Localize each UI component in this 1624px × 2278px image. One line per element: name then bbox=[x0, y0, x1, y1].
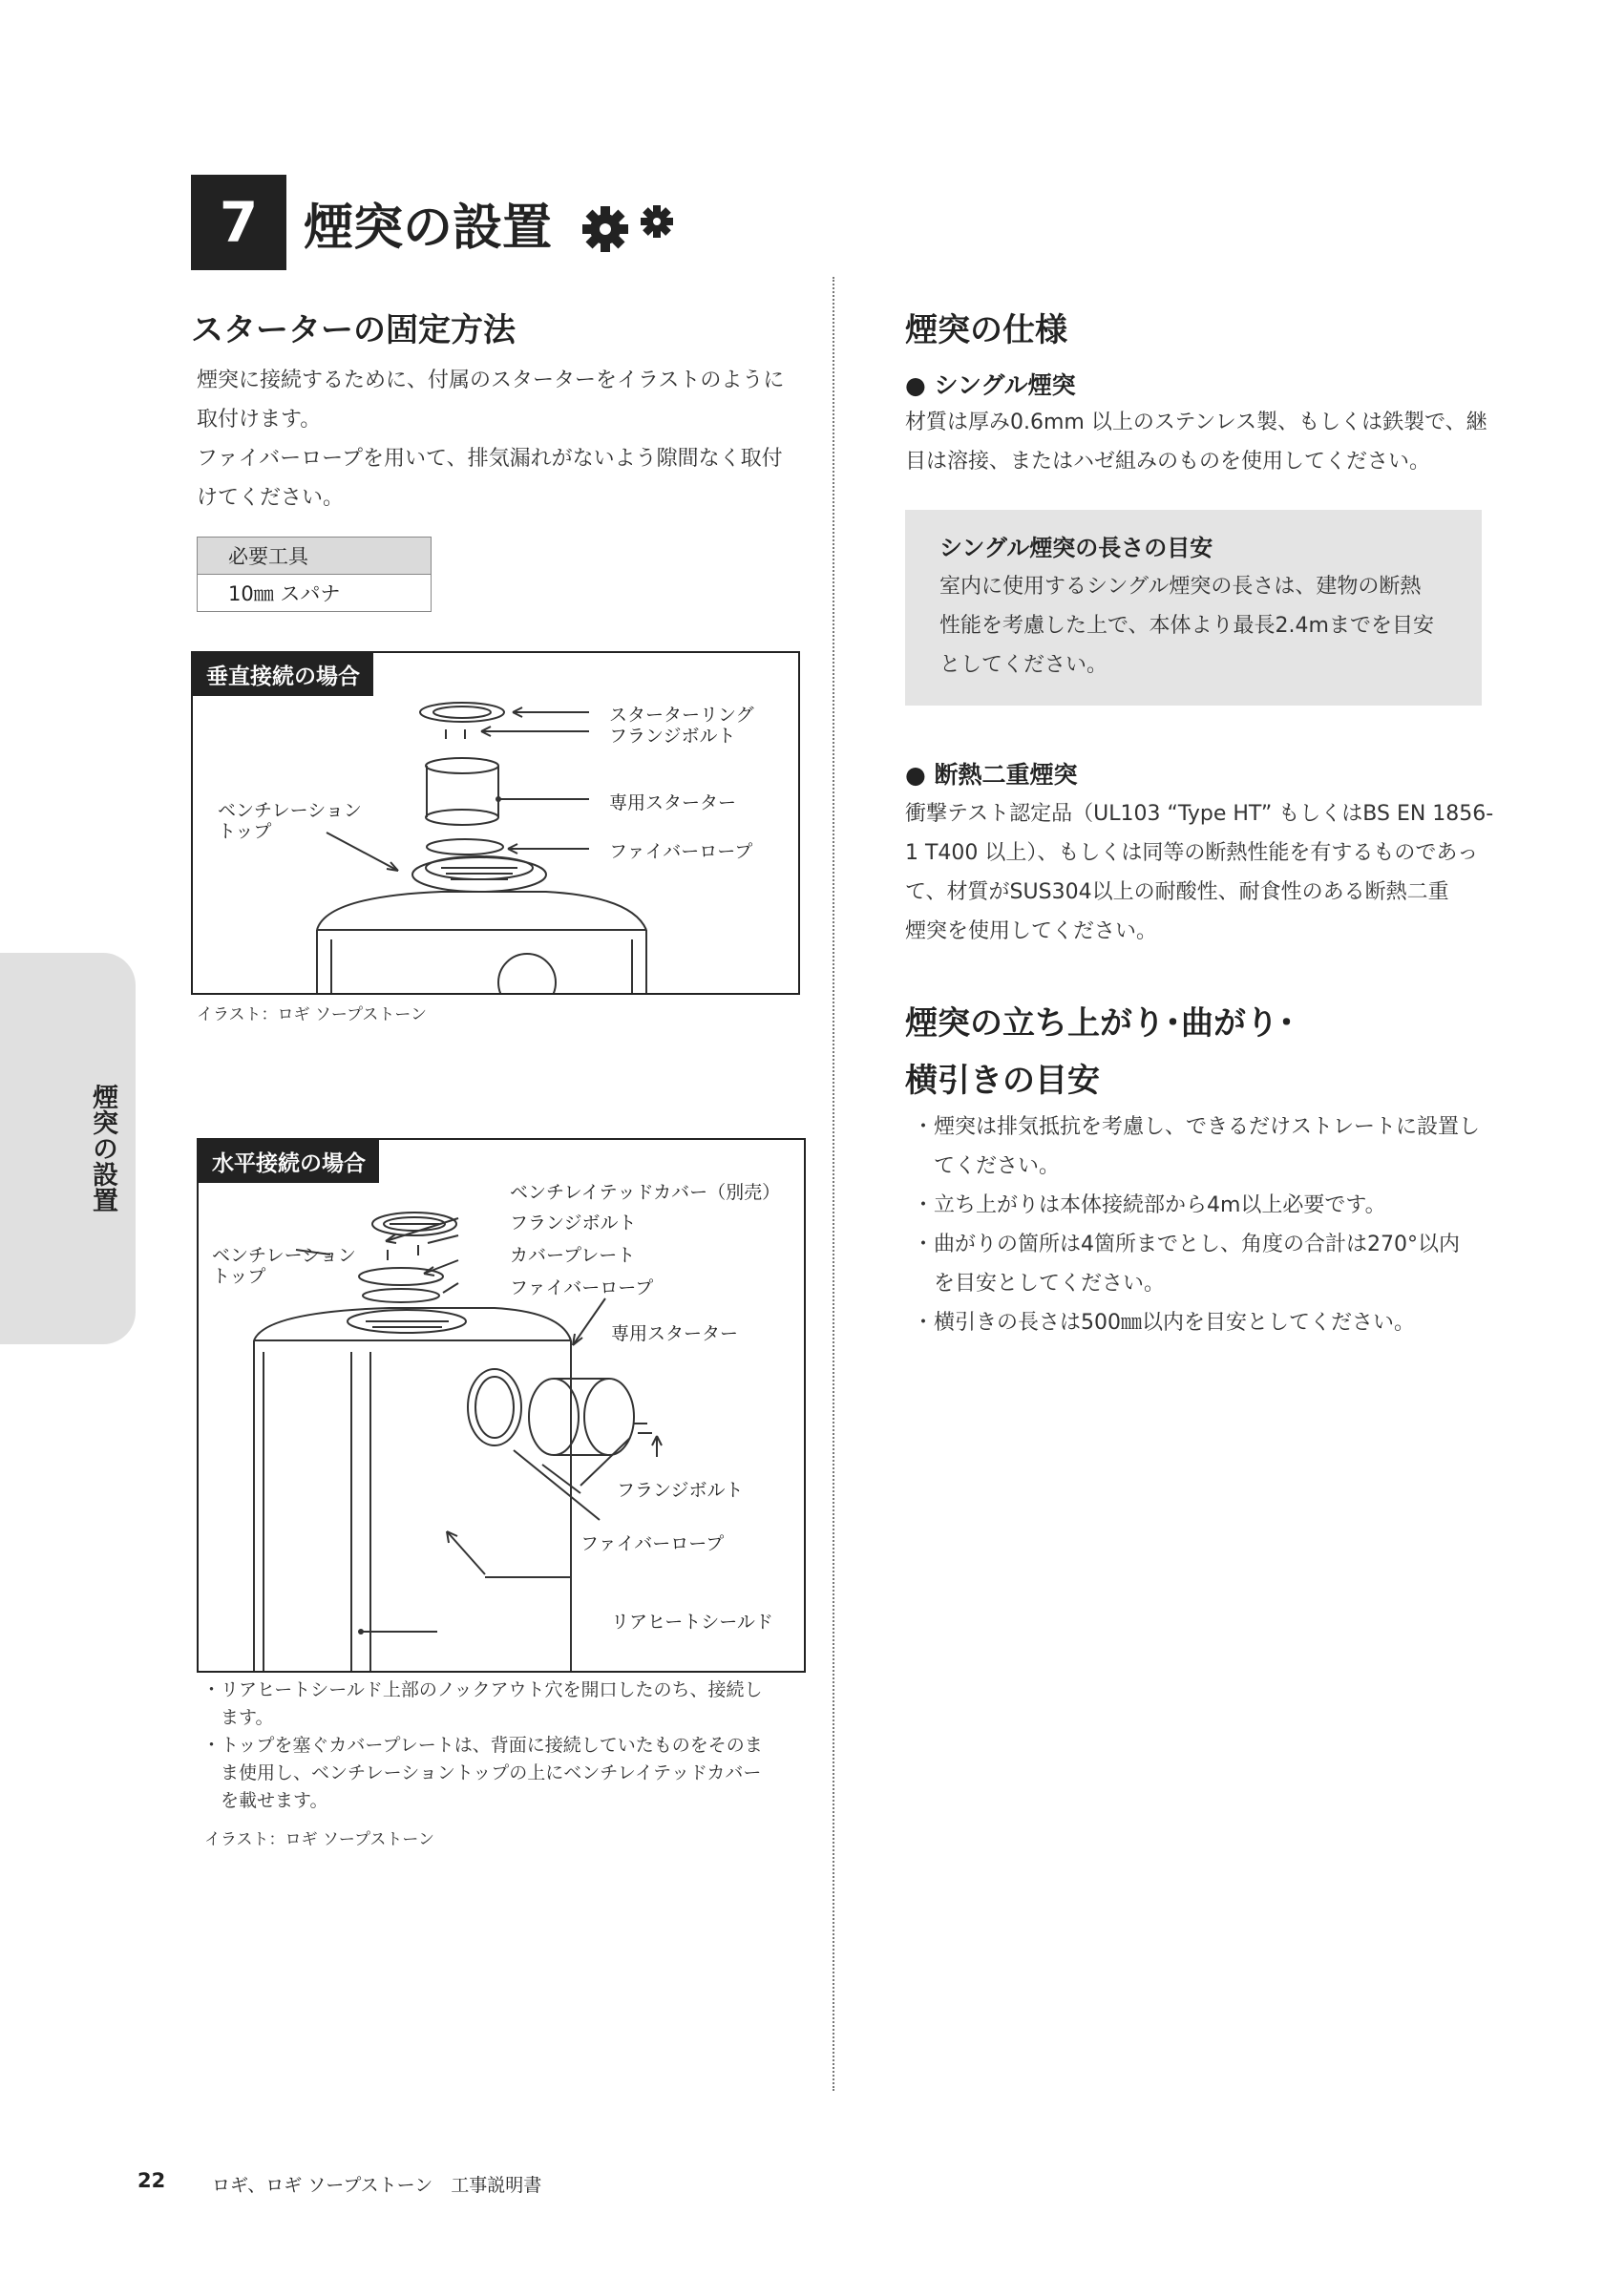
single-chimney-text bbox=[905, 403, 1487, 481]
figure-horizontal bbox=[197, 1138, 806, 1673]
section-title: 煙突の設置 bbox=[304, 200, 553, 257]
body-line: て、材質がSUS304以上の耐酸性、耐食性のある断熱二重 bbox=[905, 880, 1449, 904]
chimney-spec-heading: 煙突の仕様 bbox=[905, 311, 1067, 349]
intro-line: 取付けます。 bbox=[197, 408, 322, 432]
note-line: を載せます。 bbox=[221, 1790, 328, 1811]
bullet-line: てください。 bbox=[913, 1154, 1061, 1178]
label-cover-plate: カバープレート bbox=[510, 1245, 636, 1266]
bullet-line: ・曲がりの箇所は4箇所までとし、角度の合計は270°以内 bbox=[913, 1233, 1460, 1256]
tools-item: 10㎜ スパナ bbox=[198, 575, 432, 612]
bullet-line: ・横引きの長さは500㎜以内を目安としてください。 bbox=[913, 1311, 1415, 1335]
figure-vertical bbox=[191, 651, 800, 995]
body-line: としてください。 bbox=[939, 653, 1108, 677]
intro-line: 煙突に接続するために、付属のスターターをイラストのように bbox=[197, 369, 785, 392]
body-line: 煙突を使用してください。 bbox=[905, 919, 1158, 943]
gear-icon bbox=[579, 197, 684, 254]
label-fiber-rope: ファイバーロープ bbox=[609, 841, 753, 862]
chimney-routing-heading bbox=[905, 995, 1295, 1109]
figure-vertical-label: 垂直接続の場合 bbox=[193, 653, 373, 696]
label-flange-bolt-side: フランジボルト bbox=[617, 1480, 744, 1501]
figure-horizontal-label: 水平接続の場合 bbox=[199, 1140, 379, 1183]
starter-heading: スターターの固定方法 bbox=[191, 311, 516, 349]
body-line: 材質は厚み0.6mm 以上のステンレス製、もしくは鉄製で、継 bbox=[905, 411, 1487, 434]
bullet-line: を目安としてください。 bbox=[913, 1272, 1166, 1296]
label-rear-heat-shield: リアヒートシールド bbox=[611, 1612, 773, 1633]
body-line: 室内に使用するシングル煙突の長さは、建物の断熱 bbox=[939, 575, 1422, 599]
single-chimney-guide-box bbox=[905, 510, 1482, 706]
section-number: 7 bbox=[191, 175, 286, 270]
label-ventilation-top: ベンチレーション bbox=[218, 800, 362, 821]
side-tab-label: 煙突の設置 bbox=[88, 1084, 117, 1213]
intro-line: ファイバーロープを用いて、排気漏れがないよう隙間なく取付 bbox=[197, 447, 783, 471]
label-fiber-rope-side: ファイバーロープ bbox=[580, 1533, 725, 1554]
tools-table bbox=[197, 537, 432, 612]
note-line: ます。 bbox=[221, 1707, 274, 1728]
bullet-line: ・煙突は排気抵抗を考慮し、できるだけストレートに設置し bbox=[913, 1115, 1481, 1139]
label-flange-bolt: フランジボルト bbox=[510, 1213, 637, 1234]
heading-line: 煙突の立ち上がり･曲がり･ bbox=[905, 1004, 1295, 1043]
figure-notes bbox=[202, 1677, 763, 1815]
note-line: ・トップを塞ぐカバープレートは、背面に接続していたものをそのま bbox=[202, 1735, 763, 1756]
stove-horizontal-illustration bbox=[199, 1140, 804, 1671]
label-starter-ring: スターターリング bbox=[609, 705, 754, 726]
label-flange-bolt: フランジボルト bbox=[609, 726, 736, 747]
page-number: 22 bbox=[137, 2169, 166, 2192]
label-dedicated-starter: 専用スターター bbox=[611, 1323, 739, 1344]
body-line: 1 T400 以上）、もしくは同等の断熱性能を有するものであっ bbox=[905, 841, 1479, 865]
double-chimney-text bbox=[905, 794, 1493, 951]
note-line: ま使用し、ベンチレーショントップの上にベンチレイテッドカバー bbox=[221, 1762, 762, 1783]
bullet-line: ・立ち上がりは本体接続部から4m以上必要です。 bbox=[913, 1193, 1386, 1217]
intro-text bbox=[197, 361, 784, 517]
body-line: 衝撃テスト認定品（UL103 “Type HT” もしくはBS EN 1856- bbox=[905, 802, 1494, 826]
figure-horizontal-caption: イラスト：ロギ ソープストーン bbox=[204, 1830, 435, 1849]
routing-bullets bbox=[913, 1107, 1480, 1342]
guide-box-text bbox=[939, 567, 1434, 685]
label-dedicated-starter: 専用スターター bbox=[609, 792, 737, 813]
label-fiber-rope: ファイバーロープ bbox=[510, 1277, 654, 1298]
double-chimney-heading: ● 断熱二重煙突 bbox=[905, 761, 1078, 789]
label-ventilation-top: トップ bbox=[218, 821, 272, 842]
footer-title: ロギ、ロギ ソープストーン 工事説明書 bbox=[212, 2175, 542, 2196]
tools-header: 必要工具 bbox=[198, 538, 432, 575]
intro-line: けてください。 bbox=[197, 486, 345, 510]
label-ventilation-top: トップ bbox=[212, 1266, 266, 1287]
body-line: 目は溶接、またはハゼ組みのものを使用してください。 bbox=[905, 450, 1431, 474]
body-line: 性能を考慮した上で、本体より最長2.4mまでを目安 bbox=[939, 614, 1434, 638]
label-ventilated-cover: ベンチレイテッドカバー（別売） bbox=[510, 1182, 781, 1203]
heading-line: 横引きの目安 bbox=[905, 1062, 1100, 1100]
column-divider bbox=[833, 277, 834, 2091]
note-line: ・リアヒートシールド上部のノックアウト穴を開口したのち、接続し bbox=[202, 1679, 763, 1700]
figure-vertical-caption: イラスト：ロギ ソープストーン bbox=[197, 1005, 428, 1024]
guide-box-title: シングル煙突の長さの目安 bbox=[939, 535, 1213, 561]
single-chimney-heading: ● シングル煙突 bbox=[905, 371, 1076, 399]
label-ventilation-top: ベンチレーション bbox=[212, 1245, 356, 1266]
